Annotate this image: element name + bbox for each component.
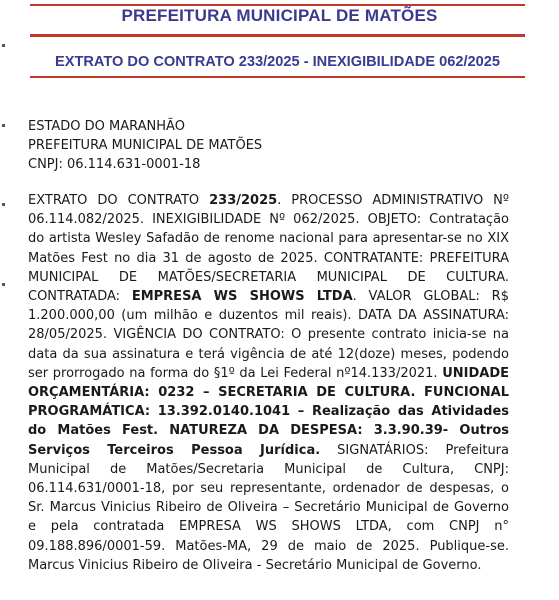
edge-mark <box>2 283 5 286</box>
body-segment: . VALOR GLOBAL: R$ 1.200.000,00 (um milhão e duzentos mil reais). DATA DA ASSINATURA: 28/05/2025. VIGÊNCIA DO CONTRATO: O presente contrato inicia-se na data da sua assinatura e terá vigência de até 12(doze) meses, podendo ser prorrogado na forma do §1º da Lei Federal nº14.133/2021. <box>28 289 509 381</box>
page-title: PREFEITURA MUNICIPAL DE MATÕES <box>121 6 438 25</box>
subheader-band <box>30 46 525 78</box>
document-subtitle: EXTRATO DO CONTRATO 233/2025 - INEXIGIBILIDADE 062/2025 <box>55 54 500 70</box>
edge-mark <box>2 44 5 47</box>
sender-organization: PREFEITURA MUNICIPAL DE MATÕES <box>28 138 263 153</box>
sender-cnpj: CNPJ: 06.114.631-0001-18 <box>28 157 201 172</box>
contractor-name: EMPRESA WS SHOWS LTDA <box>131 289 353 305</box>
body-segment: . PROCESSO ADMINISTRATIVO Nº 06.114.082/2025. INEXIGIBILIDADE Nº 062/2025. OBJETO: Contratação do artista Wesley Safadão de renome nacional para apresentar-se no XIX Matões Fest no dia 31 de agosto de 2025. CONTRATANTE: PREFEITURA MUNICIPAL DE MATÕES/SECRETARIA MUNICIPAL DE CULTURA. CONTRATADA: <box>28 193 509 305</box>
signatories-segment: SIGNATÁRIOS: Prefeitura Municipal de Matões/Secretaria Municipal de Cultura, CNPJ: 06.114.631/0001-18, por seu representante, ordenador de despesas, o Sr. Marcus Vinicius Ribeiro de Oliveira – Secretário Municipal de Governo e pela contratada EMPRESA WS SHOWS LTDA, com CNPJ n° 09.188.896/0001-59. Matões-MA, 29 de maio de 2025. Publique-se. Marcus Vinicius Ribeiro de Oliveira - Secretário Municipal de Governo. <box>28 442 509 573</box>
body-segment: EXTRATO DO CONTRATO <box>28 193 210 208</box>
edge-mark <box>2 124 5 127</box>
sender-block <box>28 117 262 174</box>
budget-details: UNIDADE ORÇAMENTÁRIA: 0232 – SECRETARIA DE CULTURA. FUNCIONAL PROGRAMÁTICA: 13.392.0140.1041 – Realização das Atividades do Matões Fest. NATUREZA DA DESPESA: 3.3.90.39- Outros Serviços Terceiros Pessoa Jurídica. <box>28 365 509 458</box>
contract-number: 233/2025 <box>209 193 278 208</box>
sender-state: ESTADO DO MARANHÃO <box>28 119 185 134</box>
edge-mark <box>2 203 5 206</box>
contract-extract-body <box>28 191 509 575</box>
